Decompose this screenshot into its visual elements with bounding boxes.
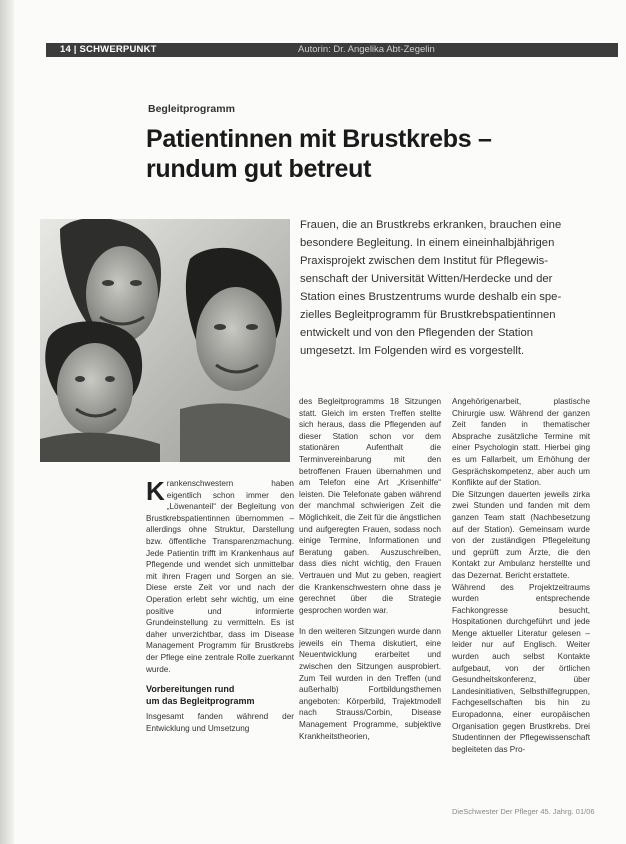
paragraph: Angehörigenarbeit, plastische Chirurgie usw. Während der ganzen Zeit fanden in thematischer Absprache zusätzliche Termine mit einer Psychologin statt. Hierbei ging es um Fallarbeit, um Erhöhung der Gesprächskompetenz, aber auch um Konflikte auf der Station. <box>452 397 590 488</box>
intro-line: Praxisprojekt zwischen dem Institut für Pflegewis- <box>300 255 548 267</box>
photo-image <box>40 219 290 462</box>
title-line: rundum gut betreut <box>146 155 372 183</box>
body-column-3 <box>452 396 590 755</box>
paragraph: Die Sitzungen dauerten jeweils zirka zwei Stunden und fanden mit dem ganzen Team statt (Nachbesetzung auf der Station). Gemeinsam wurde von der zuständigen Pflegeleitung und geprüft zum Ärzte, die den Kontakt zur Ambulanz herstellte und das Dezernat. Bericht erstattete. <box>452 489 590 580</box>
footer-source: DieSchwester Der Pfleger 45. Jahrg. 01/06 <box>452 807 595 816</box>
paragraph: Während des Projektzeitraums wurden entsprechende Fachkongresse besucht, Hospitationen durchgeführt und jede Menge aktueller Literatur gelesen – leider nur auf Englisch. Weiter wurden auch selbst Kontakte aufgebaut, von der örtlichen Gesundheitskonferenz, über Landesinitiativen, Selbsthilfegruppen, Fachgesellschaften bis hin zu Europadonna, einer europäischen Organisation gegen Brustkrebs. Drei Studentinnen der Pflegewissenschaft begleiteten das Pro- <box>452 582 590 754</box>
page-edge-shadow <box>0 0 14 844</box>
intro-line: senschaft der Universität Witten/Herdecke und der <box>300 273 553 285</box>
paragraph-text: rankenschwestern haben eigentlich schon immer den „Löwenanteil“ der Begleitung von Brustkrebspatientinnen übernommen – allerdings ohne Struktur, Darstellung bzw. öffentliche Transparenzmachung. Jede Patientin trifft im Krankenhaus auf Pflegende und wendet sich unmittelbar mit ihren Fragen und Sorgen an sie. Diese erste Zeit vor und nach der Operation erlebt sehr wichtig, um eine positive und informierte Grundeinstellung zu vermitteln. Es ist daher unverzichtbar, dass im Disease Management Programm für Brustkrebs der Pflege eine zentrale Rolle zuerkannt wurde. <box>146 479 294 674</box>
paragraph <box>146 478 294 675</box>
intro-line: entwickelt und von den Pflegenden der Station <box>300 327 534 339</box>
section-label: 14 | SCHWERPUNKT <box>60 44 157 55</box>
article-title <box>146 124 546 184</box>
subheading-line: Vorbereitungen rund <box>146 684 235 695</box>
intro-line: besondere Begleitung. In einem eineinhalbjährigen <box>300 237 555 249</box>
kicker: Begleitprogramm <box>148 103 235 115</box>
title-line: Patientinnen mit Brustkrebs – <box>146 125 492 153</box>
intro-line: Station eines Brustzentrums wurde deshalb ein spe- <box>300 291 562 303</box>
article-photo <box>40 219 290 462</box>
subheading-line: um das Begleitprogramm <box>146 696 255 707</box>
intro-line: umgesetzt. Im Folgenden wird es vorgestellt. <box>300 345 525 357</box>
intro-text <box>300 216 586 360</box>
author-line: Autorin: Dr. Angelika Abt-Zegelin <box>298 44 435 55</box>
intro-line: zielles Begleitprogramm für Brustkrebspatientinnen <box>300 309 556 321</box>
paragraph: In den weiteren Sitzungen wurde dann jeweils ein Thema diskutiert, eine Neuentwicklung erarbeitet und zwischen den Sitzungen ausprobiert. Zum Teil wurden in den Treffen (und außerhalb) Fortbildungsthemen angeboten: Körperbild, Trajektmodell nach Strauss/Corbin, Disease Management Programme, subjektive Krankheitstheorien, <box>299 627 441 741</box>
drop-cap: K <box>146 476 165 506</box>
subheading <box>146 683 294 707</box>
paragraph: Insgesamt fanden während der Entwicklung und Umsetzung <box>146 712 294 733</box>
paragraph: des Begleitprogramms 18 Sitzungen statt. Gleich im ersten Treffen stellte sich heraus, dass die Pflegenden auf dieser Station schon vor dem stationären Aufenthalt die Terminvereinbarung mit den betroffenen Frauen übernahmen und am Telefon eine Art „Krisenhilfe“ leisten. Die Telefonate gaben während der manchmal schwierigen Zeit die Möglichkeit, die Zeit für die ängstlichen und aufgeregten Frauen, sodass noch einige Termine, Informationen und Beratung gaben. Auszuschreiben, dass dies nicht wichtig, den Frauen Vertrauen und Mut zu geben, reagiert die Krankenschwestern ohne dass je gerechnet über die Strategie gesprochen worden war. <box>299 397 441 615</box>
body-column-1 <box>146 478 294 734</box>
intro-line: Frauen, die an Brustkrebs erkranken, brauchen eine <box>300 219 562 231</box>
body-column-2 <box>299 396 441 742</box>
